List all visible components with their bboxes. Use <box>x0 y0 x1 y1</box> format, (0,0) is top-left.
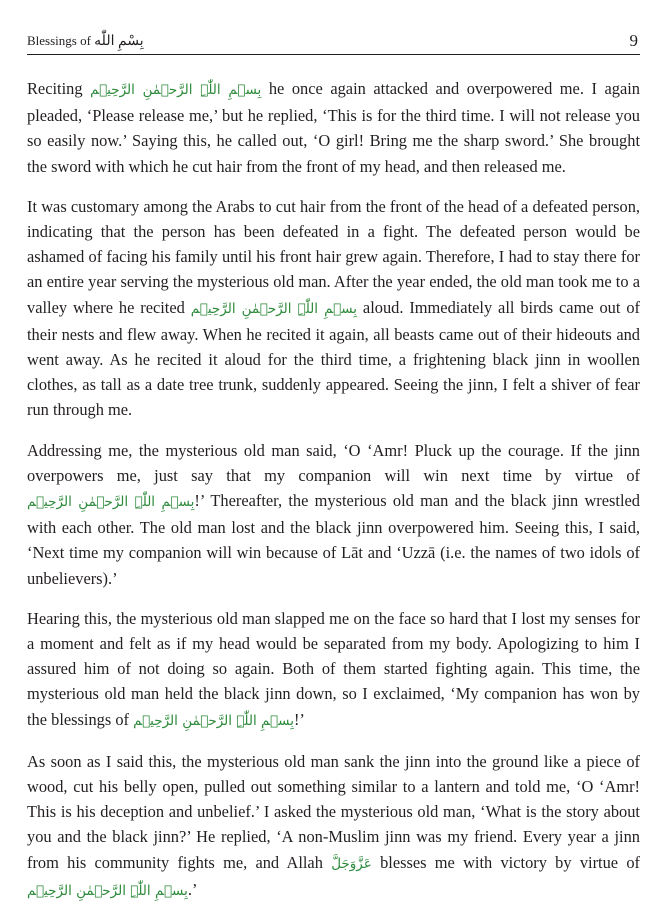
header-title <box>27 33 144 50</box>
paragraph-text: !’ <box>293 709 305 729</box>
azzawajal-inline: عَزَّوَجَلَّ <box>331 855 372 872</box>
paragraph-text: Addressing me, the mysterious old man said, ‘O ‘Amr! Pluck up the courage. If the jinn overpowers me, just say that my companion will win next time by virtue of <box>27 440 640 485</box>
running-header <box>27 26 640 55</box>
header-title-arabic: بِسْمِ اللّٰه <box>94 34 144 49</box>
paragraph-text: Hearing this, the mysterious old man slapped me on the face so hard that I lost my senses for a moment and felt as if my head would be separated from my body. Apologizing to him I assured him of not doing so again. Both of them started fighting again. This time, the mysterious old man held the black jinn down, so I exclaimed, ‘My companion has won by the blessings of <box>27 608 640 729</box>
paragraph-1 <box>27 76 640 179</box>
paragraph-text: As soon as I said this, the mysterious old man sank the jinn into the ground like a piece of wood, cut his belly open, pulled out something similar to a lantern and told me, ‘O ‘Amr! This is his deception and unbelief.’ I asked the mysterious old man, ‘What is the story about you and the black jinn?’ He replied, ‘A non-Muslim jinn was my friend. Every year a jinn from his community fights me, and Allah <box>27 751 640 872</box>
basmala-inline: بِسۡمِ اللّٰہِ الرَّحۡمٰنِ الرَّحِیۡم <box>27 494 195 511</box>
basmala-inline: بِسۡمِ اللّٰہِ الرَّحۡمٰنِ الرَّحِیۡم <box>27 882 188 899</box>
basmala-inline: بِسۡمِ اللّٰہِ الرَّحۡمٰنِ الرَّحِیۡم <box>190 300 358 317</box>
paragraph-text: .’ <box>187 879 198 899</box>
basmala-inline: بِسۡمِ اللّٰہِ الرَّحۡمٰنِ الرَّحِیۡم <box>133 712 294 729</box>
paragraph-5 <box>27 749 640 904</box>
header-title-text: Blessings of <box>27 33 91 48</box>
paragraph-2 <box>27 194 640 423</box>
paragraph-3 <box>27 438 640 591</box>
paragraph-text: Reciting <box>27 79 83 98</box>
basmala-inline: بِسۡمِ اللّٰہِ الرَّحۡمٰنِ الرَّحِیۡم <box>90 82 262 98</box>
paragraph-text: he once again attacked and overpowered me. I again pleaded, ‘Please release me,’ but he replied, ‘This is for the third time. I will not release you so easily now.’ Saying this, he called out, ‘O girl! Bring me the sharp sword.’ She brought the sword with which he cut hair from the front of my head, and then released me. <box>27 79 640 176</box>
paragraph-text: aloud. Immediately all birds came out of their nests and flew away. When he recited it again, all beasts came out of their hideouts and went away. As he recited it aloud for the third time, a frightening black jinn in woollen clothes, as tall as a date tree trunk, suddenly appeared. Seeing the jinn, I felt a shiver of fear run through me. <box>27 297 640 420</box>
paragraph-text: blesses me with victory by virtue of <box>380 852 641 872</box>
paragraph-text: !’ Thereafter, the mysterious old man and the black jinn wrestled with each other. The old man lost and the black jinn overpowered him. Seeing this, I said, ‘Next time my companion will win because of Lāt and ‘Uzzā (i.e. the names of two idols of unbelievers).’ <box>27 491 640 588</box>
page-number: 9 <box>629 31 638 50</box>
paragraph-text: It was customary among the Arabs to cut hair from the front of the head of a defeated person, indicating that the person has been defeated in a fight. The defeated person would be ashamed of facing his family until his front hair grew again. Therefore, I had to stay there for an entire year serving the mysterious old man. After the year ended, the old man took me to a valley where he recited <box>27 196 640 317</box>
paragraph-4 <box>27 606 640 734</box>
body-text <box>27 76 640 919</box>
